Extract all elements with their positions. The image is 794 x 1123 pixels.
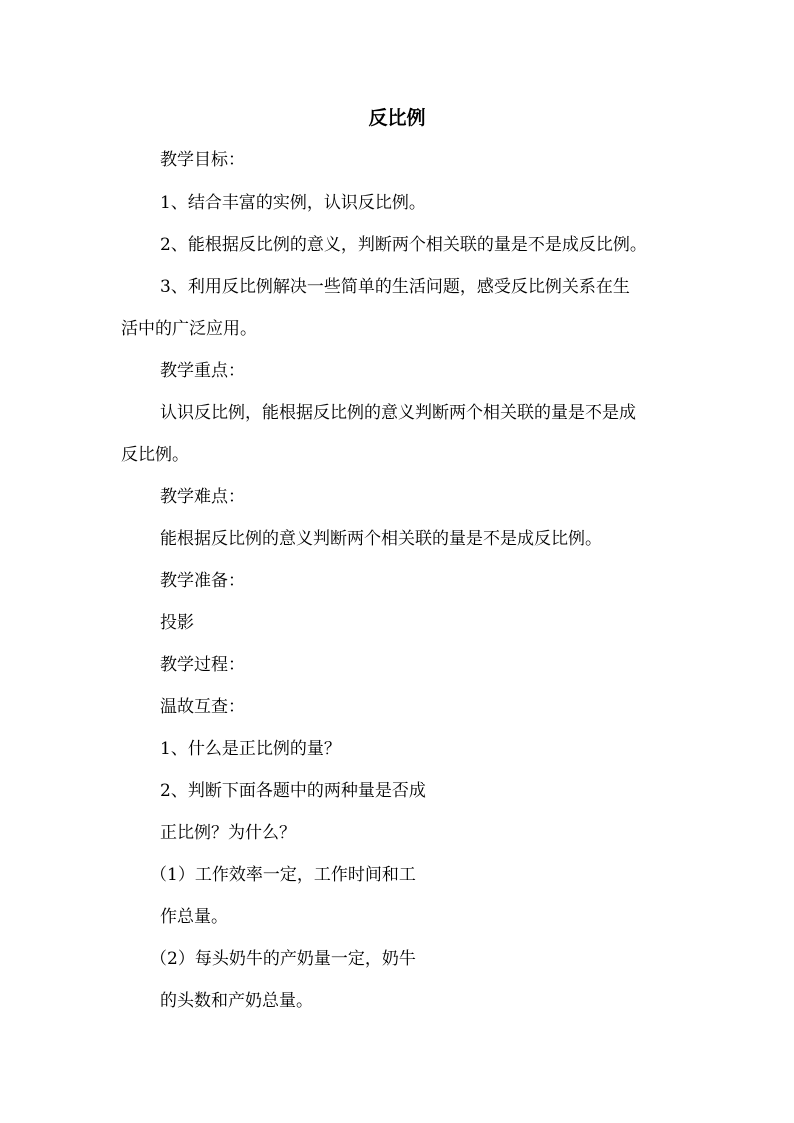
preparation-heading: 教学准备： [160,571,245,591]
document-title: 反比例 [368,107,426,129]
objective-3-line2: 活中的广泛应用。 [121,319,257,339]
sub-question-1-line2: 作总量。 [160,907,228,927]
objectives-heading: 教学目标： [160,150,245,170]
question-2-line1: 2、判断下面各题中的两种量是否成 [160,781,426,801]
key-points-heading: 教学重点： [160,361,245,381]
key-points-line2: 反比例。 [121,445,189,465]
preparation-text: 投影 [160,613,194,633]
sub-question-1-line1: （1）工作效率一定，工作时间和工 [150,865,416,885]
objective-2: 2、能根据反比例的意义，判断两个相关联的量是不是成反比例。 [160,235,647,255]
question-1: 1、什么是正比例的量？ [160,739,341,759]
sub-question-2-line1: （2）每头奶牛的产奶量一定，奶牛 [150,949,416,969]
question-2-line2: 正比例？为什么？ [160,823,296,843]
objective-3-line1: 3、利用反比例解决一些简单的生活问题，感受反比例关系在生 [160,277,630,297]
review-heading: 温故互查： [160,697,245,717]
difficulty-heading: 教学难点： [160,487,245,507]
process-heading: 教学过程： [160,655,245,675]
sub-question-2-line2: 的头数和产奶总量。 [160,991,313,1011]
key-points-line1: 认识反比例，能根据反比例的意义判断两个相关联的量是不是成 [160,403,636,423]
objective-1: 1、结合丰富的实例，认识反比例。 [160,193,426,213]
difficulty-text: 能根据反比例的意义判断两个相关联的量是不是成反比例。 [160,529,602,549]
